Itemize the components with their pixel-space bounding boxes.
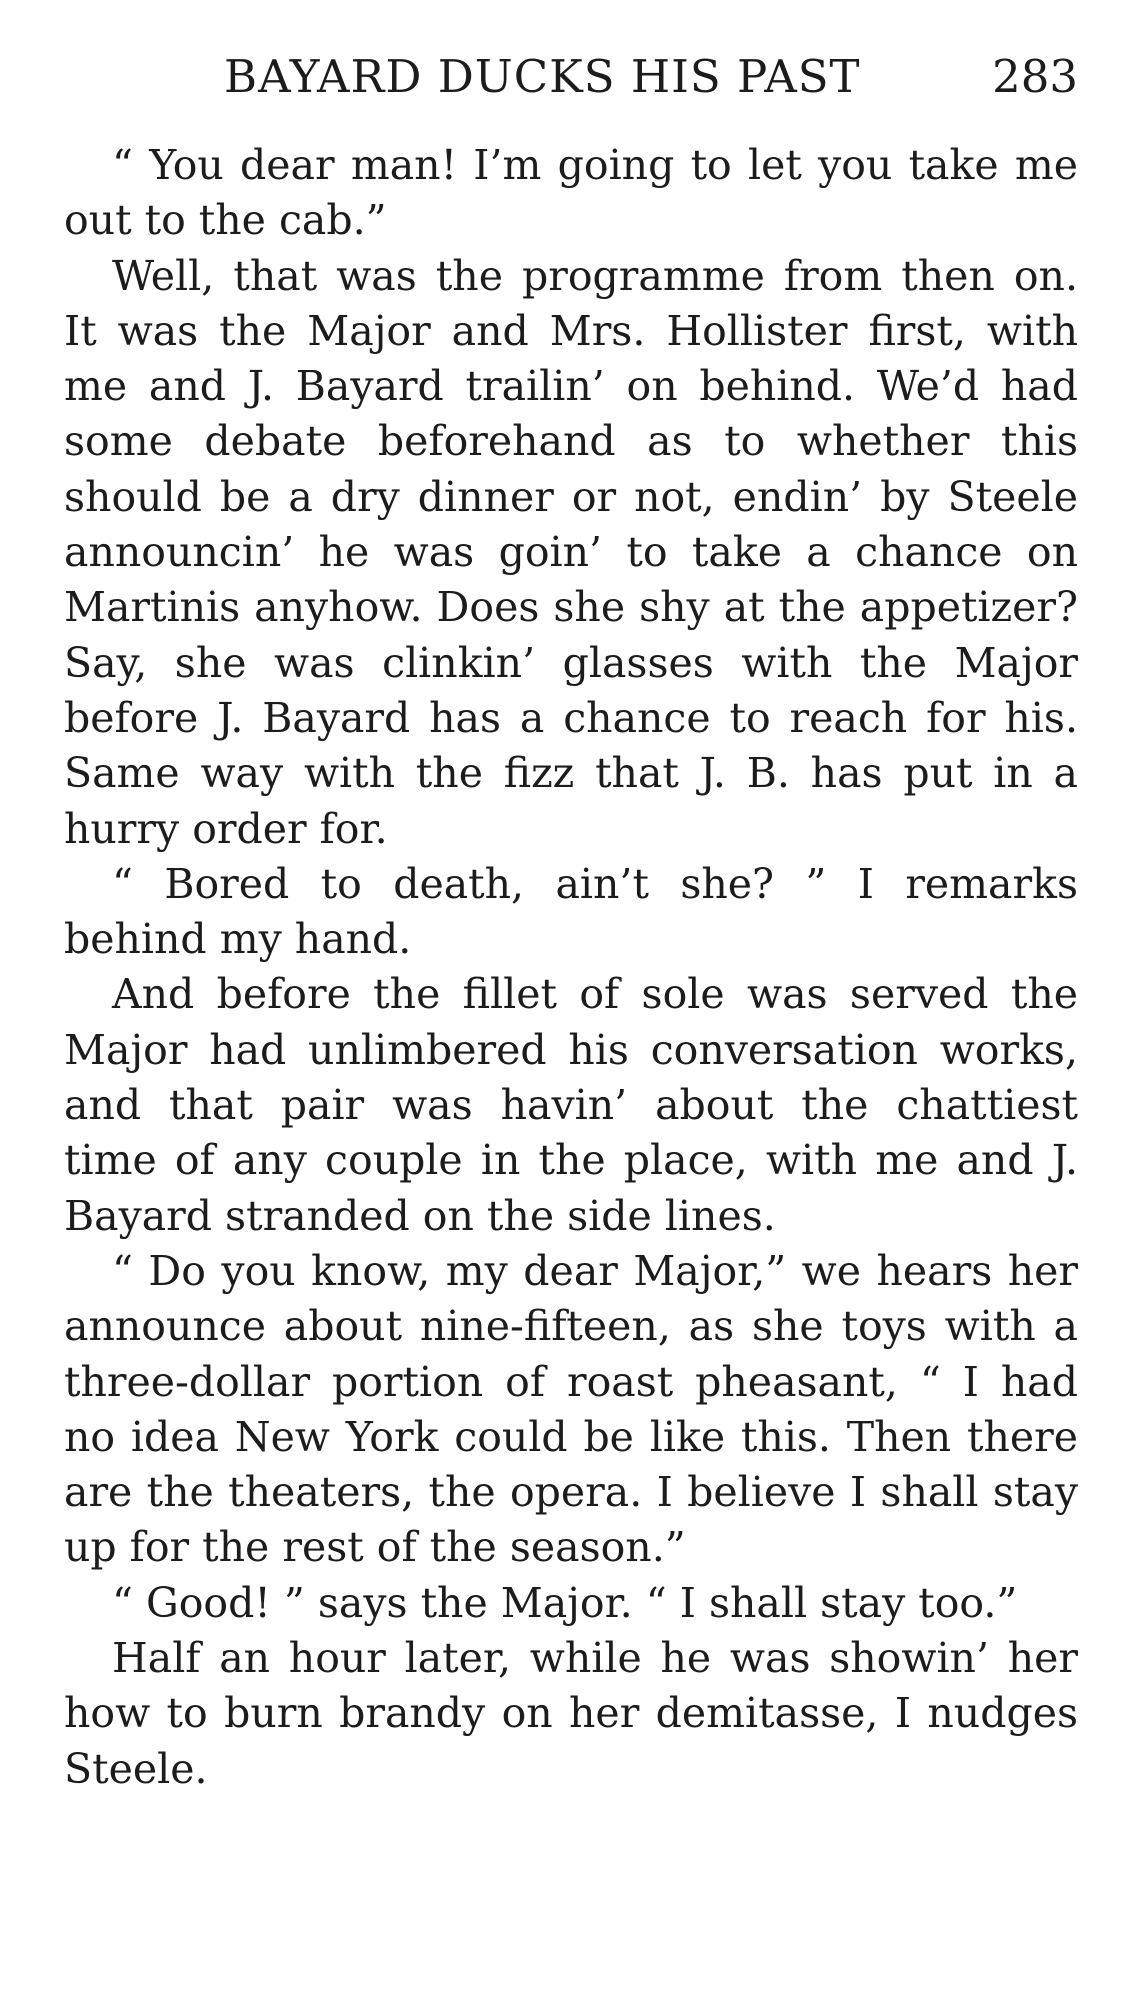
- paragraph: “ You dear man! I’m going to let you take me out to the cab.”: [64, 141, 1078, 245]
- paragraph: Half an hour later, while he was showin’ her how to burn brandy on her demitasse, I nudges Steele.: [64, 1634, 1078, 1793]
- body-text: [64, 138, 1078, 1797]
- paragraph: “ Good! ” says the Major. “ I shall stay too.”: [112, 1578, 1018, 1627]
- paragraph: And before the fillet of sole was served the Major had unlimbered his conversation works, and that pair was havin’ about the chattiest time of any couple in the place, with me and J. Bayard stranded on the side lines.: [64, 970, 1078, 1240]
- paragraph: Well, that was the programme from then on. It was the Major and Mrs. Hollister first, with me and J. Bayard trailin’ on behind. We’d had some debate beforehand as to whether this should be a dry dinner or not, endin’ by Steele announcin’ he was goin’ to take a chance on Martinis anyhow. Does she shy at the appetizer? Say, she was clinkin’ glasses with the Major before J. Bayard has a chance to reach for his. Same way with the fizz that J. B. has put in a hurry order for.: [64, 251, 1078, 853]
- paragraph: “ Do you know, my dear Major,” we hears her announce about nine-fifteen, as she toys with a three-dollar portion of roast pheasant, “ I had no idea New York could be like this. Then there are the theaters, the opera. I believe I shall stay up for the rest of the season.”: [64, 1246, 1078, 1572]
- page-header: [64, 50, 1078, 106]
- running-head: BAYARD DUCKS HIS PAST: [224, 50, 861, 103]
- paragraph: “ Bored to death, ain’t she? ” I remarks behind my hand.: [64, 859, 1078, 964]
- page-number: 283: [992, 50, 1078, 103]
